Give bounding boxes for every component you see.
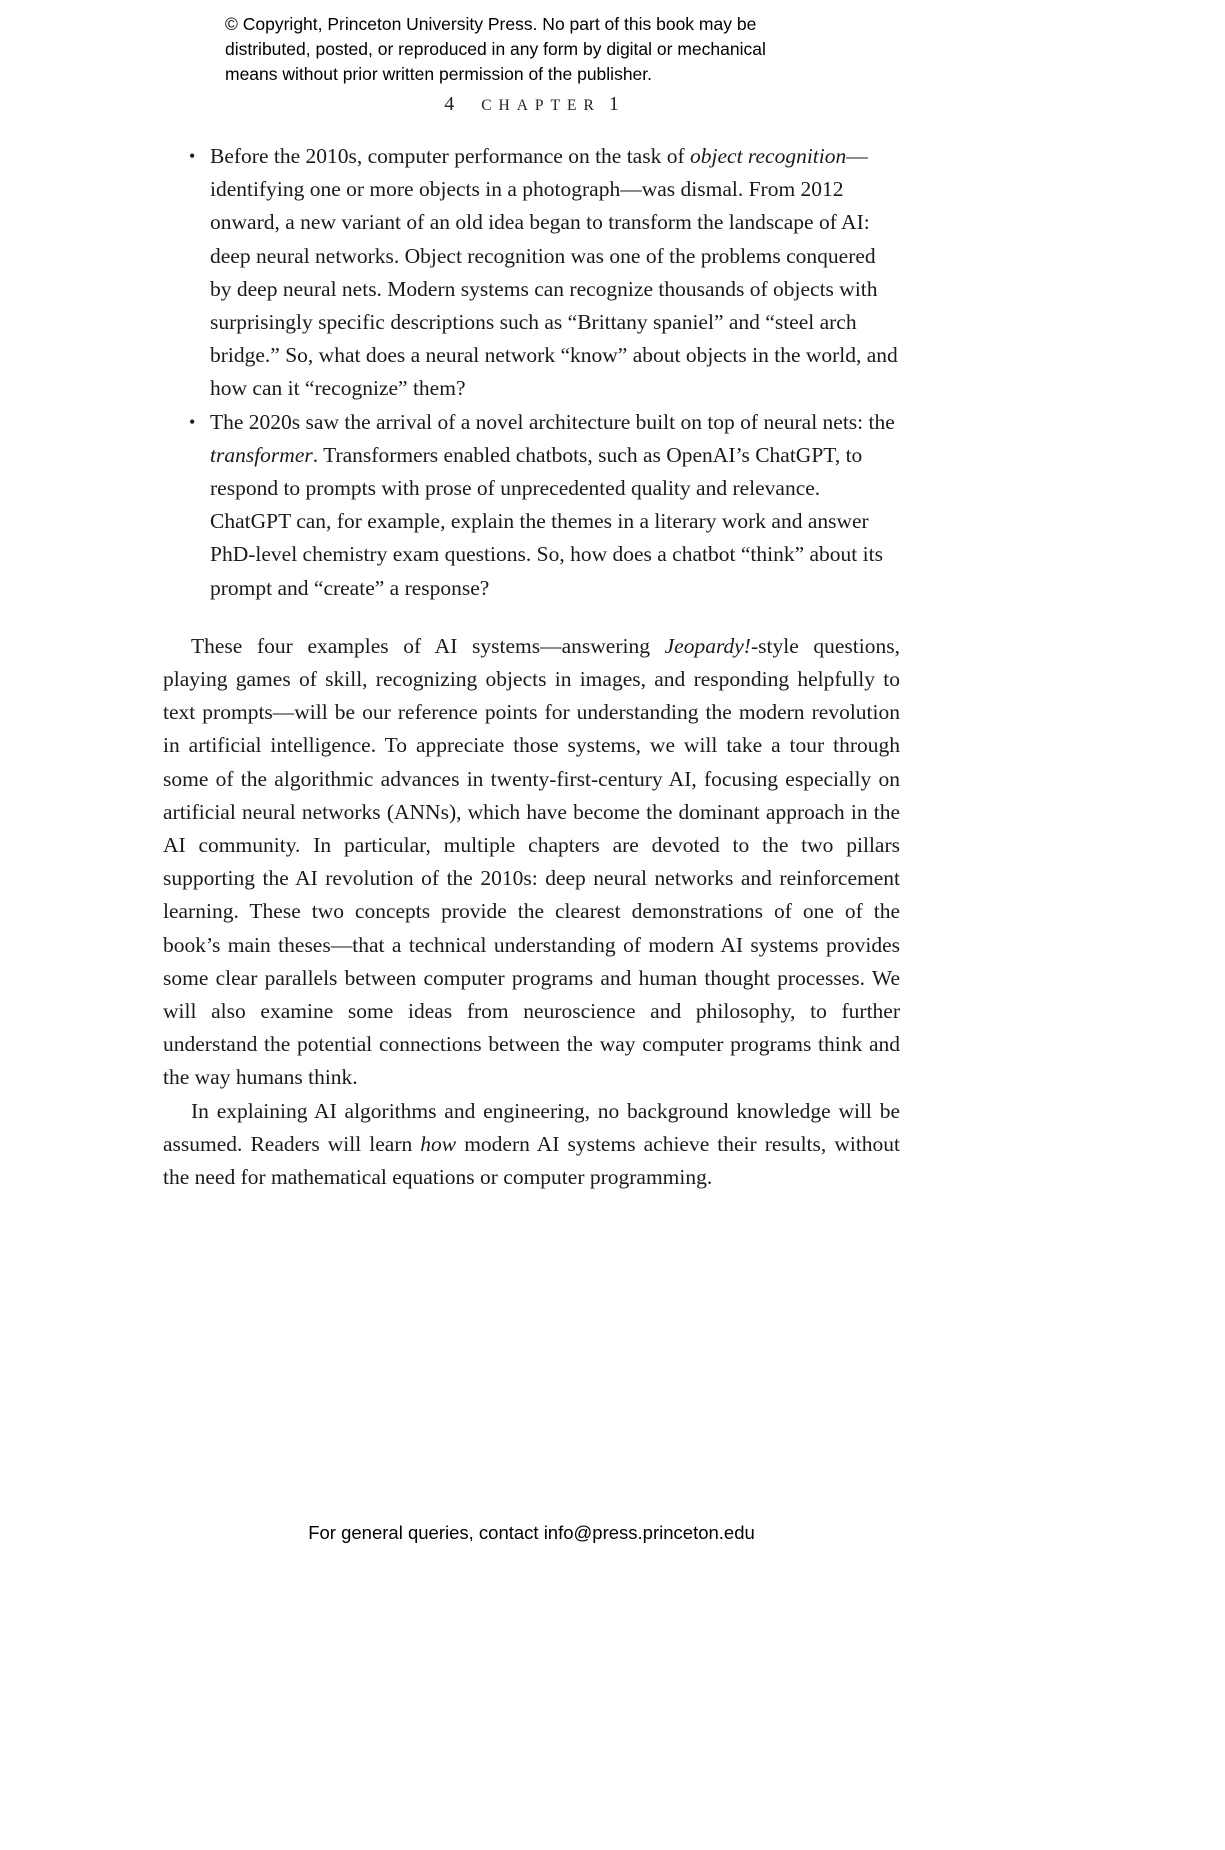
chapter-number: 1	[608, 93, 619, 115]
chapter-label: CHAPTER	[481, 97, 601, 114]
bullet-list	[163, 140, 900, 605]
paragraph: These four examples of AI systems—answering Jeopardy!-style questions, playing games of skill, recognizing objects in images, and responding helpfully to text prompts—will be our reference points for understanding the modern revolution in artificial intelligence. To appreciate those systems, we will take a tour through some of the algorithmic advances in twenty-first-century AI, focusing especially on artificial neural networks (ANNs), which have become the dominant approach in the AI community. In particular, multiple chapters are devoted to the two pillars supporting the AI revolution of the 2010s: deep neural networks and reinforcement learning. These two concepts provide the clearest demonstrations of one of the book’s main theses—that a technical understanding of modern AI systems provides some clear parallels between computer programs and human thought processes. We will also examine some ideas from neuroscience and philosophy, to further understand the potential connections between the way computer programs think and the way humans think.	[163, 633, 900, 1090]
body-text	[163, 140, 900, 1194]
footer-contact-line: For general queries, contact info@press.princeton.edu	[308, 1522, 755, 1543]
page-number: 4	[444, 93, 456, 115]
list-item	[163, 140, 900, 406]
list-item	[163, 406, 900, 605]
list-item-text: The 2020s saw the arrival of a novel architecture built on top of neural nets: the transformer. Transformers enabled chatbots, such as OpenAI’s ChatGPT, to respond to prompts with prose of unprecedented quality and relevance. ChatGPT can, for example, explain the themes in a literary work and answer PhD-level chemistry exam questions. So, how does a chatbot “think” about its prompt and “create” a response?	[210, 409, 895, 600]
paragraph: In explaining AI algorithms and engineering, no background knowledge will be assumed. Readers will learn how modern AI systems achieve their results, without the need for mathematical equations or computer programming.	[163, 1098, 901, 1190]
running-head	[163, 93, 900, 116]
bullet-icon: •	[189, 146, 196, 166]
bullet-icon: •	[189, 411, 196, 432]
list-item-text: Before the 2010s, computer performance on the task of object recognition—identifying one or more objects in a photograph—was dismal. From 2012 onward, a new variant of an old idea began to transform the landscape of AI: deep neural networks. Object recognition was one of the problems conquered by deep neural nets. Modern systems can recognize thousands of objects with surprisingly specific descriptions such as “Brittany spaniel” and “steel arch bridge.” So, what does a neural network “know” about objects in the world, and how can it “recognize” them?	[210, 144, 898, 401]
copyright-notice: © Copyright, Princeton University Press. No part of this book may be distributed, posted, or reproduced in any form by digital or mechanical means without prior written permission of the publisher.	[225, 14, 766, 84]
